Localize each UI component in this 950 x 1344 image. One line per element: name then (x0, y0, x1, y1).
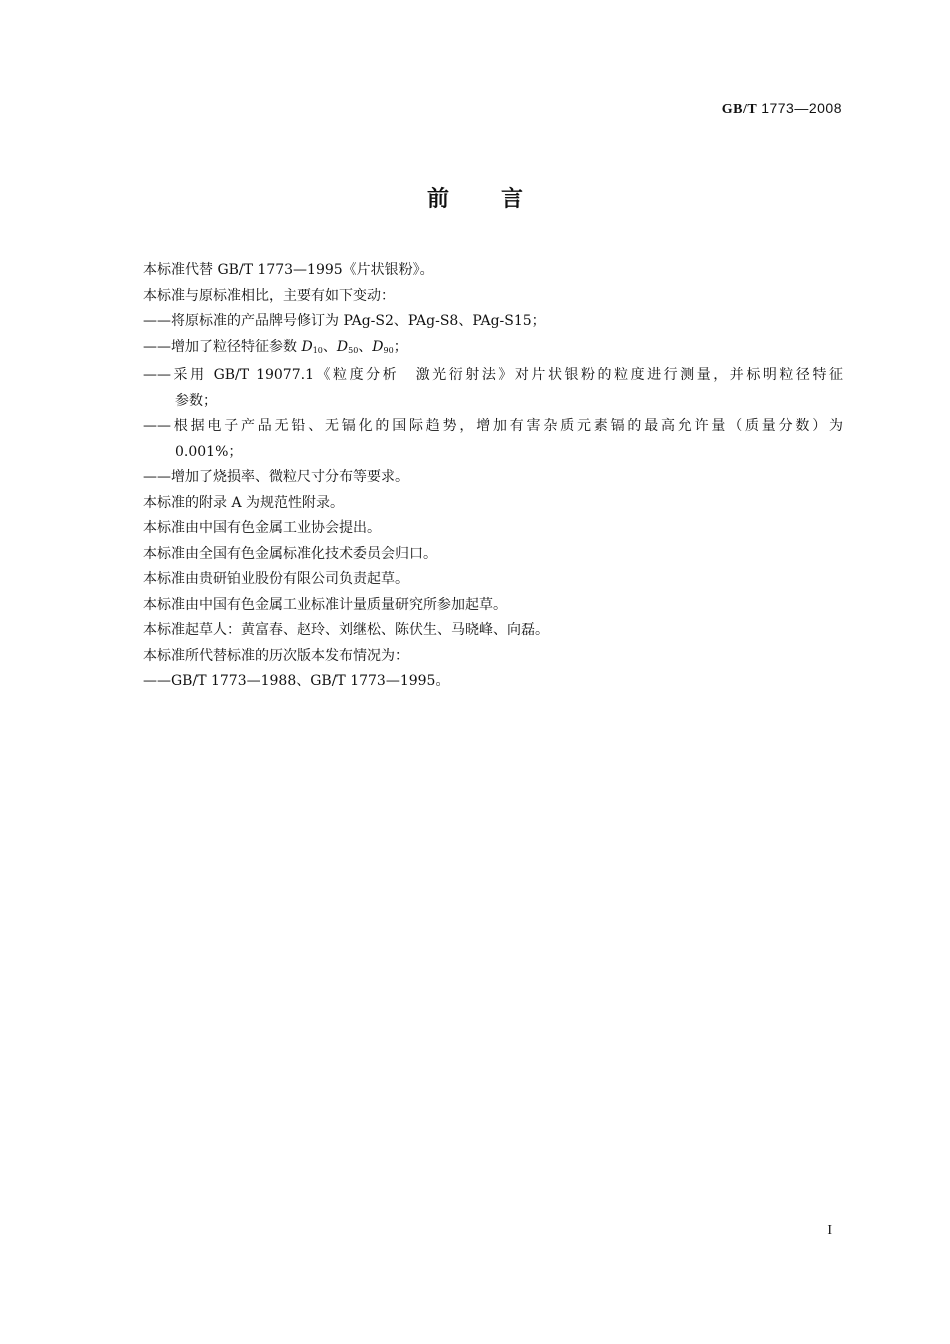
history-item-versions: ——GB/T 1773—1988、GB/T 1773—1995。 (143, 673, 450, 689)
page-number: I (827, 1223, 832, 1238)
paragraph-history-intro: 本标准所代替标准的历次版本发布情况为： (143, 647, 409, 664)
paragraph-proposed-by: 本标准由中国有色金属工业协会提出。 (143, 520, 381, 536)
standard-year: 1773—2008 (761, 100, 842, 116)
paragraph-drafted-by: 本标准由贵研铂业股份有限公司负责起草。 (143, 571, 409, 587)
change-item-cadmium: ——根据电子产品无铅、无镉化的国际趋势，增加有害杂质元素镉的最高允许量（质量分数）为 (143, 418, 843, 434)
paragraph-drafters: 本标准起草人：黄富春、赵玲、刘继松、陈伏生、马晓峰、向磊。 (143, 622, 549, 638)
page-title: 前言 (426, 187, 575, 212)
change-item-burn-loss: ——增加了烧损率、微粒尺寸分布等要求。 (143, 469, 409, 485)
change-item-cadmium-cont: 0.001%； (175, 443, 243, 460)
change-item-laser-diffraction-cont: 参数； (175, 392, 217, 409)
standard-code: GB/T (721, 102, 758, 117)
paragraph-replaces: 本标准代替 GB/T 1773—1995《片状银粉》。 (143, 262, 434, 278)
change-item-grades: ——将原标准的产品牌号修订为 PAg-S2、PAg-S8、PAg-S15； (143, 313, 546, 329)
foreword-body (143, 258, 843, 695)
paragraph-centralized-by: 本标准由全国有色金属标准化技术委员会归口。 (143, 545, 437, 562)
paragraph-changes-intro: 本标准与原标准相比，主要有如下变动： (143, 287, 395, 304)
paragraph-appendix: 本标准的附录 A 为规范性附录。 (143, 494, 345, 511)
standard-number (722, 100, 842, 118)
change-item-particle-parameters: ——增加了粒径特征参数 $D_{10}$、$D_{50}$、$D_{90}$； (143, 338, 408, 355)
paragraph-co-drafted-by: 本标准由中国有色金属工业标准计量质量研究所参加起草。 (143, 596, 507, 613)
change-item-laser-diffraction: ——采用 GB/T 19077.1《粒度分析 激光衍射法》对片状银粉的粒度进行测量，并标明粒径特征 (143, 367, 843, 383)
